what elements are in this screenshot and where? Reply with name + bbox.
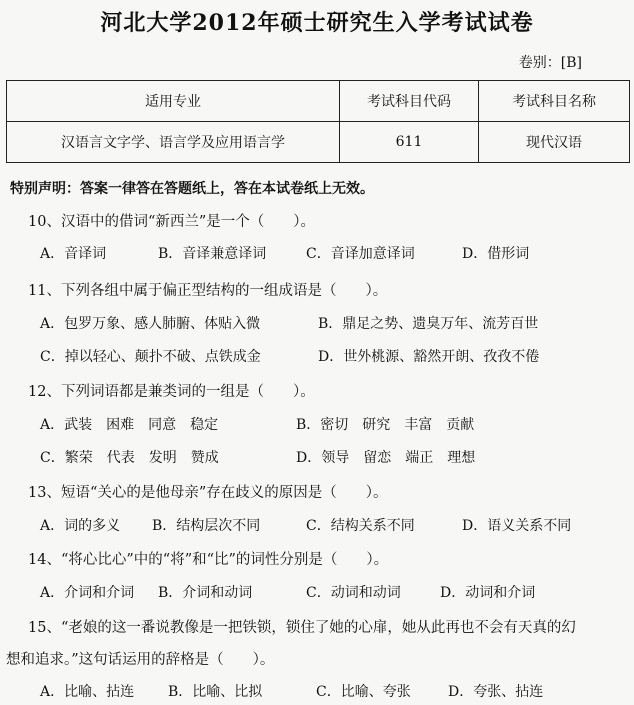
question-11: 11、下列各组中属于偏正型结构的一组成语是（ ）。 <box>28 283 388 299</box>
value-subject: 现代汉语 <box>479 122 630 163</box>
option-11-b: B．鼎足之势、遗臭万年、流芳百世 <box>318 316 539 332</box>
option-11-a: A．包罗万象、感人肺腑、体贴入微 <box>40 316 261 332</box>
value-major: 汉语言文字学、语言学及应用语言学 <box>7 122 340 163</box>
info-table <box>6 80 630 163</box>
question-15-continued: 想和追求。”这句话运用的辞格是（ ）。 <box>6 652 275 668</box>
option-15-a: A．比喻、拈连 <box>40 684 135 700</box>
header-code: 考试科目代码 <box>340 81 479 122</box>
question-15: 15、“老娘的这一番说教像是一把铁锁，锁住了她的心扉，她从此再也不会有天真的幻 <box>28 620 576 636</box>
option-15-d: D．夸张、拈连 <box>448 684 544 700</box>
option-12-c: C．繁荣 代表 发明 赞成 <box>40 450 219 466</box>
value-code: 611 <box>340 122 479 163</box>
option-10-b: B．音译兼意译词 <box>158 246 267 262</box>
info-table-header-row <box>7 81 630 122</box>
option-14-b: B．介词和动词 <box>158 585 253 601</box>
question-14: 14、“将心比心”中的“将”和“比”的词性分别是（ ）。 <box>28 552 389 568</box>
header-major: 适用专业 <box>7 81 340 122</box>
option-15-c: C．比喻、夸张 <box>316 684 411 700</box>
volume-label: 卷别：[B] <box>518 55 582 71</box>
option-12-a: A．武装 困难 同意 稳定 <box>40 417 219 433</box>
option-12-d: D．领导 留恋 端正 理想 <box>296 450 476 466</box>
option-13-a: A．词的多义 <box>40 518 121 534</box>
option-13-b: B．结构层次不同 <box>152 518 261 534</box>
option-10-a: A．音译词 <box>40 246 107 262</box>
option-12-b: B．密切 研究 丰富 贡献 <box>296 417 475 433</box>
option-10-d: D．借形词 <box>462 246 530 262</box>
header-subject: 考试科目名称 <box>479 81 630 122</box>
option-14-a: A．介词和介词 <box>40 585 135 601</box>
option-13-d: D．语义关系不同 <box>462 518 572 534</box>
option-11-d: D．世外桃源、豁然开朗、孜孜不倦 <box>318 349 540 365</box>
option-13-c: C．结构关系不同 <box>306 518 415 534</box>
option-14-d: D．动词和介词 <box>440 585 536 601</box>
option-10-c: C．音译加意译词 <box>306 246 415 262</box>
exam-title: 河北大学2012年硕士研究生入学考试试卷 <box>100 10 534 36</box>
special-notice: 特别声明：答案一律答在答题纸上，答在本试卷纸上无效。 <box>10 181 374 197</box>
question-12: 12、下列词语都是兼类词的一组是（ ）。 <box>28 384 315 400</box>
option-15-b: B．比喻、比拟 <box>168 684 263 700</box>
question-13: 13、短语“关心的是他母亲”存在歧义的原因是（ ）。 <box>28 485 388 501</box>
option-11-c: C．掉以轻心、颠扑不破、点铁成金 <box>40 349 261 365</box>
info-table-value-row <box>7 122 630 163</box>
option-14-c: C．动词和动词 <box>306 585 401 601</box>
question-10: 10、汉语中的借词“新西兰”是一个（ ）。 <box>28 214 316 230</box>
